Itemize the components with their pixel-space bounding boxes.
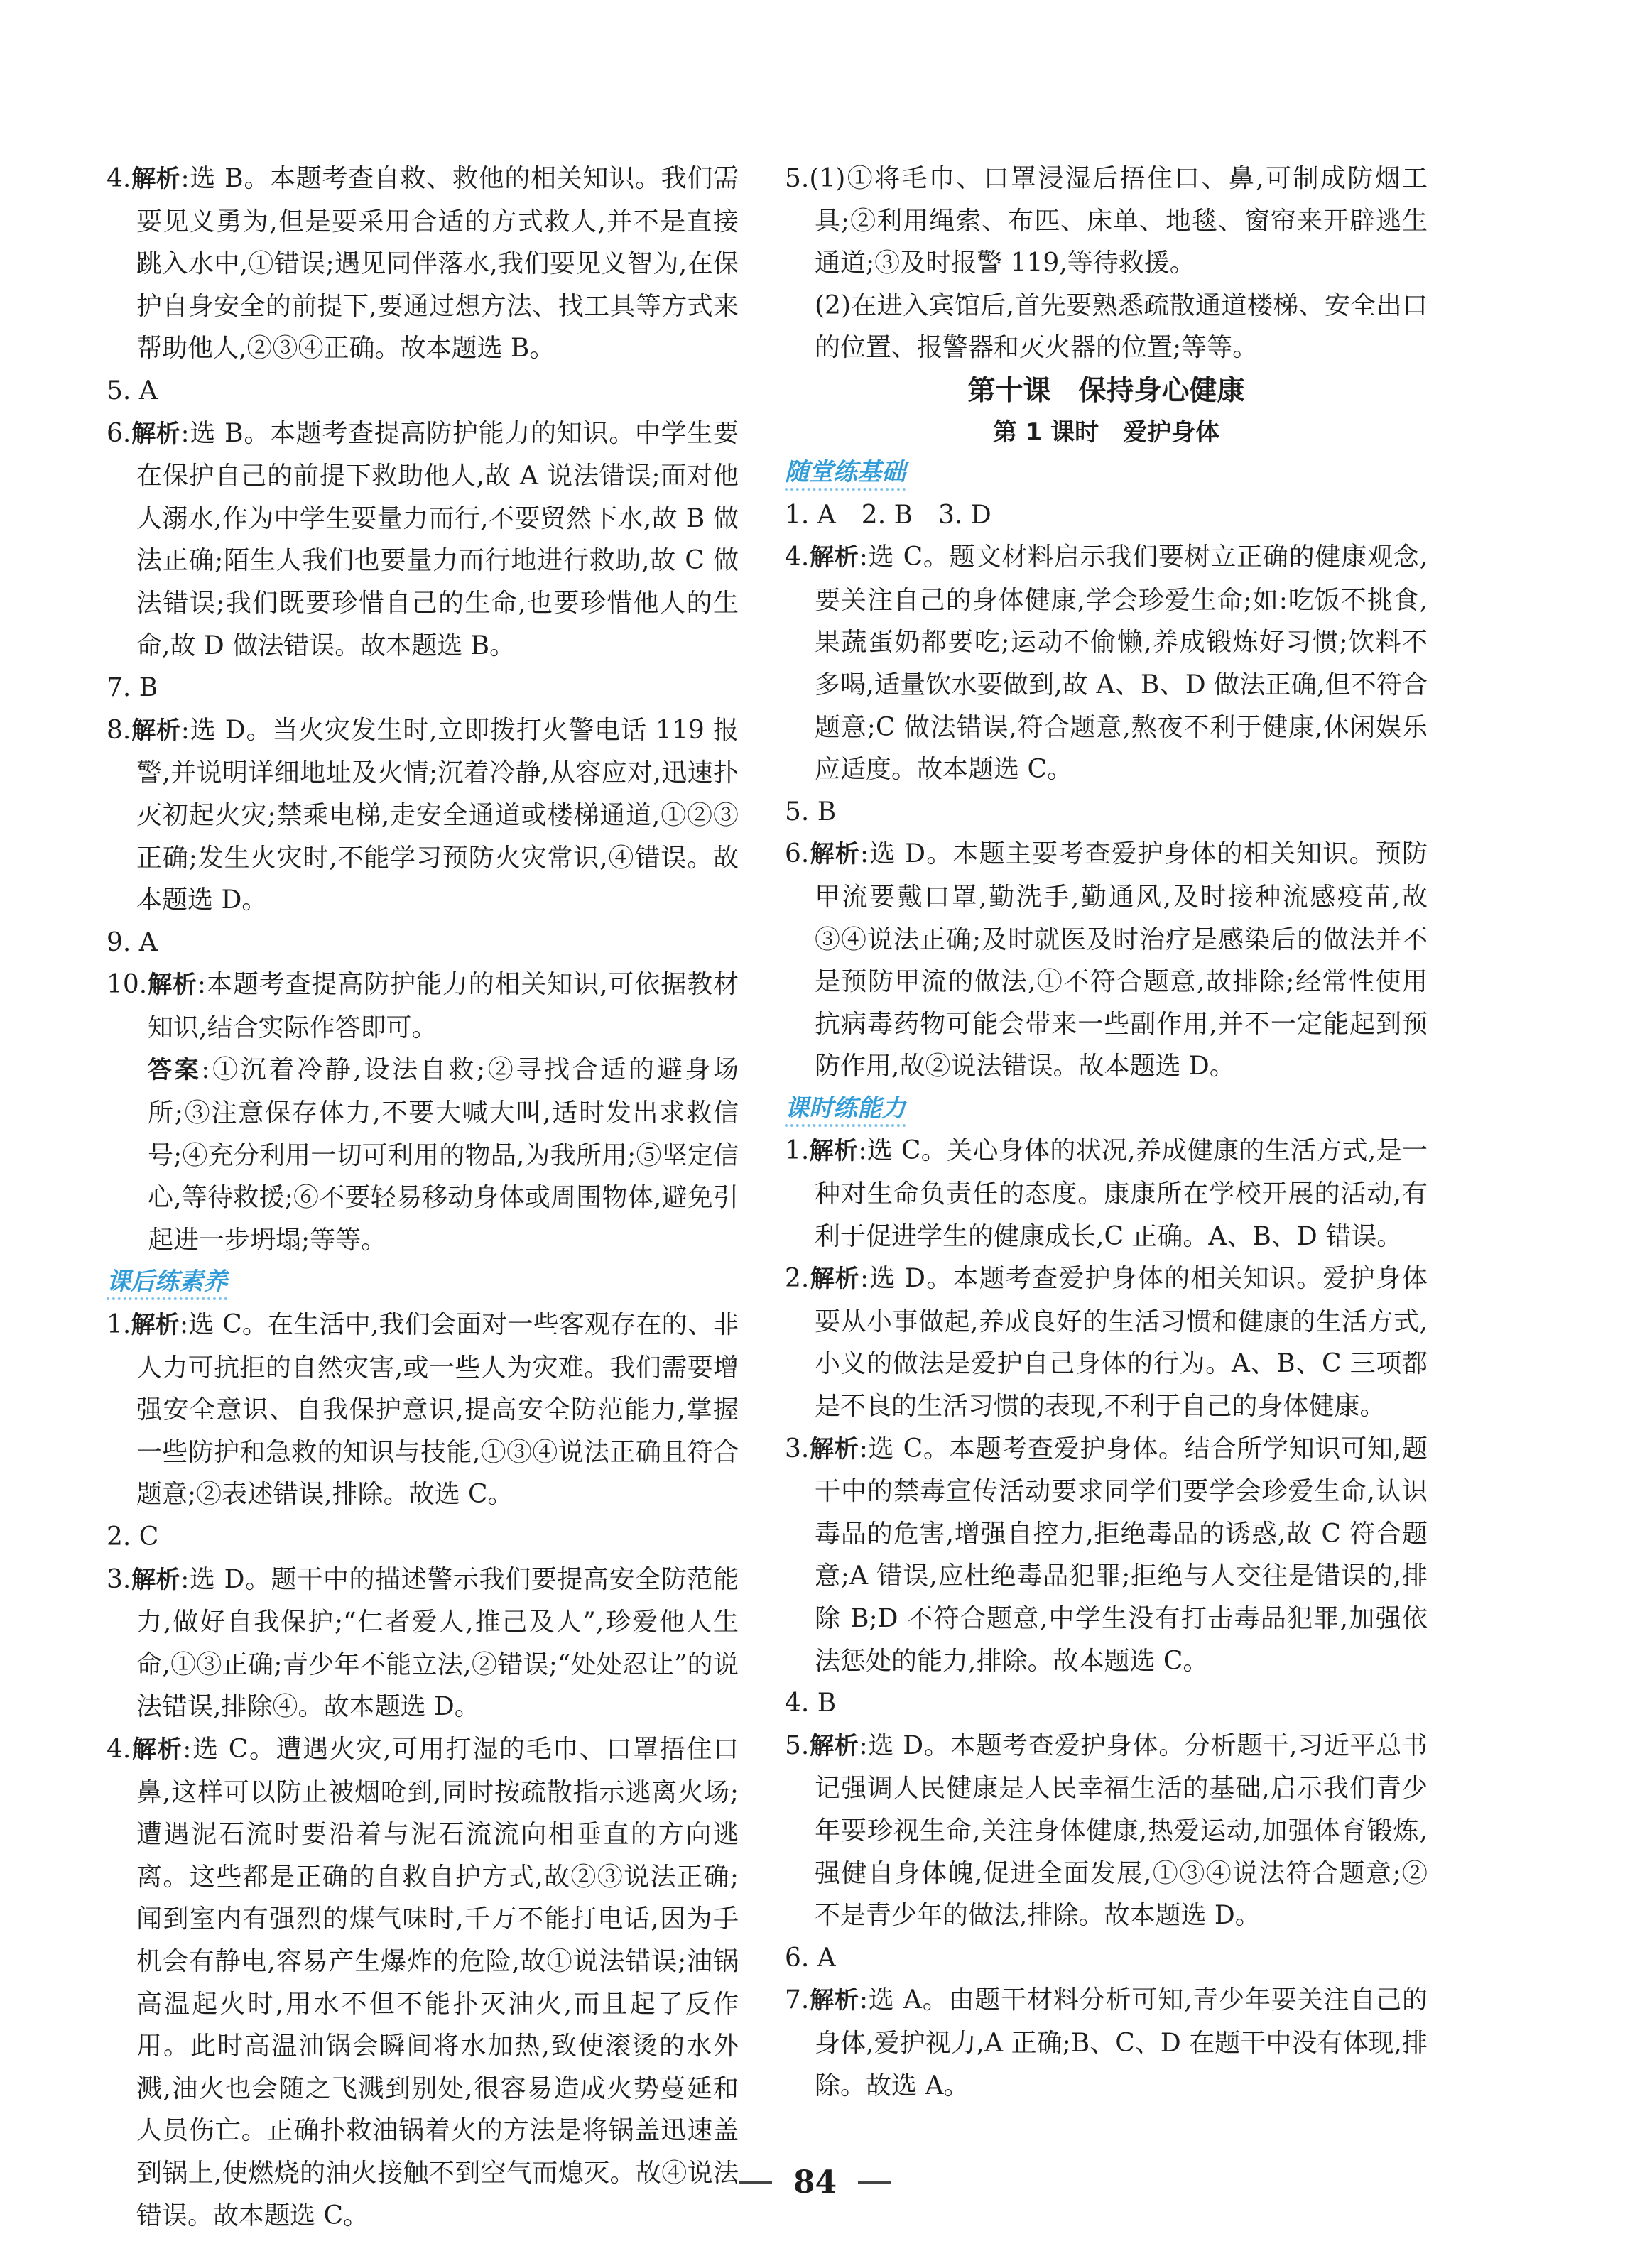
- ability-item-1: 1.解析:选 C。关心身体的状况,养成健康的生活方式,是一种对生命负责任的态度。康康所在学校开展的活动,有利于促进学生的健康成长,C 正确。A、B、D 错误。: [785, 1136, 1428, 1251]
- after-item-4: 4.解析:选 C。遭遇火灾,可用打湿的毛巾、口罩捂住口鼻,这样可以防止被烟呛到,同时按疏散指示逃离火场;遭遇泥石流时要沿着与泥石流流向相垂直的方向逃离。这些都是正确的自救自护方式,故②③说法正确;闻到室内有强烈的煤气味时,千万不能打电话,因为手机会有静电,容易产生爆炸的危险,故①说法错误;油锅高温起火时,用水不但不能扑灭油火,而且起了反作用。此时高温油锅会瞬间将水加热,致使滚烫的水外溅,油火也会随之飞溅到别处,很容易造成火势蔓延和人员伤亡。正确扑救油锅着火的方法是将锅盖迅速盖到锅上,使燃烧的油火接触不到空气而熄灭。故④说法错误。故本题选 C。: [107, 1734, 739, 2230]
- ability-item-5: 5.解析:选 D。本题考查爱护身体。分析题干,习近平总书记强调人民健康是人民幸福生活的基础,启示我们青少年要珍视生命,关注身体健康,热爱运动,加强体育锻炼,强健自身体魄,促进全面发展,①③④说法符合题意;②不是青少年的做法,排除。故本题选 D。: [785, 1730, 1428, 1931]
- page-footer: [0, 2164, 1630, 2201]
- answer-item-9: 9. A: [107, 927, 158, 957]
- right-column: [785, 158, 1428, 2107]
- ability-item-3: 3.解析:选 C。本题考查爱护身体。结合所学知识可知,题干中的禁毒宣传活动要求同学们要学会珍爱生命,认识毒品的危害,增强自控力,拒绝毒品的诱惑,故 C 符合题意;A 错误,应杜绝毒品犯罪;拒绝与人交往是错误的,排除 B;D 不符合题意,中学生没有打击毒品犯罪,加强依法惩处的能力,排除。故本题选 C。: [785, 1434, 1428, 1676]
- basic-item-6: 6.解析:选 D。本题主要考查爱护身体的相关知识。预防甲流要戴口罩,勤洗手,勤通风,及时接种流感疫苗,故③④说法正确;及时就医及时治疗是感染后的做法并不是预防甲流的做法,①不符合题意,故排除;经常性使用抗病毒药物可能会带来一些副作用,并不一定能起到预防作用,故②说法错误。故本题选 D。: [785, 839, 1428, 1081]
- page-number: 84: [793, 2164, 837, 2201]
- after-item-2: 2. C: [107, 1522, 159, 1552]
- answer-item-6: 6.解析:选 B。本题考查提高防护能力的知识。中学生要在保护自己的前提下救助他人,故 A 说法错误;面对他人溺水,作为中学生要量力而行,不要贸然下水,故 B 做法正确;陌生人我们也要量力而行地进行救助,故 C 做法错误;我们既要珍惜自己的生命,也要珍惜他人的生命,故 D 做法错误。故本题选 B。: [107, 418, 739, 660]
- answer-item-5-part-1: 5.(1)①将毛巾、口罩浸湿后捂住口、鼻,可制成防烟工具;②利用绳索、布匹、床单、地毯、窗帘来开辟逃生通道;③及时报警 119,等待救援。: [785, 164, 1428, 278]
- section-heading-ability: 课时练能力: [785, 1088, 1428, 1130]
- basic-item-4: 4.解析:选 C。题文材料启示我们要树立正确的健康观念,要关注自己的身体健康,学会珍爱生命;如:吃饭不挑食,果蔬蛋奶都要吃;运动不偷懒,养成锻炼好习惯;饮料不多喝,适量饮水要做到,故 A、B、D 做法正确,但不符合题意;C 做法错误,符合题意,熬夜不利于健康,休闲娱乐应适度。故本题选 C。: [785, 543, 1428, 785]
- answer-item-7: 7. B: [107, 673, 158, 703]
- answer-item-8: 8.解析:选 D。当火灾发生时,立即拨打火警电话 119 报警,并说明详细地址及火情;沉着冷静,从容应对,迅速扑灭初起火灾;禁乘电梯,走安全通道或楼梯通道,①②③正确;发生火灾时,不能学习预防火灾常识,④错误。故本题选 D。: [107, 715, 739, 915]
- ability-item-6: 6. A: [785, 1943, 836, 1973]
- footer-dash-left: [739, 2181, 772, 2184]
- section-heading-after-class: 课后练素养: [107, 1261, 739, 1304]
- lesson-title: 第十课 保持身心健康: [967, 374, 1245, 407]
- basic-item-5: 5. B: [785, 797, 837, 827]
- after-item-1: 1.解析:选 C。在生活中,我们会面对一些客观存在的、非人力可抗拒的自然灾害,或一些人为灾难。我们需要增强安全意识、自我保护意识,提高安全防范能力,掌握一些防护和急救的知识与技能,①③④说法正确且符合题意;②表述错误,排除。故选 C。: [107, 1310, 739, 1510]
- answer-item-4: 4.解析:选 B。本题考查自救、救他的相关知识。我们需要见义勇为,但是要采用合适的方式救人,并不是直接跳入水中,①错误;遇见同伴落水,我们要见义智为,在保护自身安全的前提下,要通过想方法、找工具等方式来帮助他人,②③④正确。故本题选 B。: [107, 164, 739, 364]
- period-title: 第 1 课时 爱护身体: [992, 418, 1220, 447]
- section-heading-basic: 随堂练基础: [785, 452, 1428, 494]
- answer-item-5-part-2: (2)在进入宾馆后,首先要熟悉疏散通道楼梯、安全出口的位置、报警器和灭火器的位置;等等。: [815, 290, 1428, 363]
- answer-item-10: 10.解析:本题考查提高防护能力的相关知识,可依据教材知识,结合实际作答即可。: [107, 970, 739, 1042]
- answer-item-10-answer: 答案:①沉着冷静,设法自救;②寻找合适的避身场所;③注意保存体力,不要大喊大叫,适时发出求救信号;④充分利用一切可利用的物品,为我所用;⑤坚定信心,等待救援;⑥不要轻易移动身体或周围物体,避免引起进一步坍塌;等等。: [148, 1055, 739, 1255]
- answer-item-5: 5. A: [107, 376, 158, 405]
- ability-item-7: 7.解析:选 A。由题干材料分析可知,青少年要关注自己的身体,爱护视力,A 正确;B、C、D 在题干中没有体现,排除。故选 A。: [785, 1985, 1428, 2100]
- basic-items-1-3: 1. A 2. B 3. D: [785, 500, 991, 530]
- ability-item-2: 2.解析:选 D。本题考查爱护身体的相关知识。爱护身体要从小事做起,养成良好的生活习惯和健康的生活方式,小义的做法是爱护自己身体的行为。A、B、C 三项都是不良的生活习惯的表现,不利于自己的身体健康。: [785, 1264, 1428, 1422]
- footer-dash-right: [858, 2181, 891, 2184]
- ability-item-4: 4. B: [785, 1689, 837, 1718]
- left-column: [107, 158, 739, 2237]
- after-item-3: 3.解析:选 D。题干中的描述警示我们要提高安全防范能力,做好自我保护;“仁者爱人,推己及人”,珍爱他人生命,①③正确;青少年不能立法,②错误;“处处忍让”的说法错误,排除④。故本题选 D。: [107, 1564, 739, 1722]
